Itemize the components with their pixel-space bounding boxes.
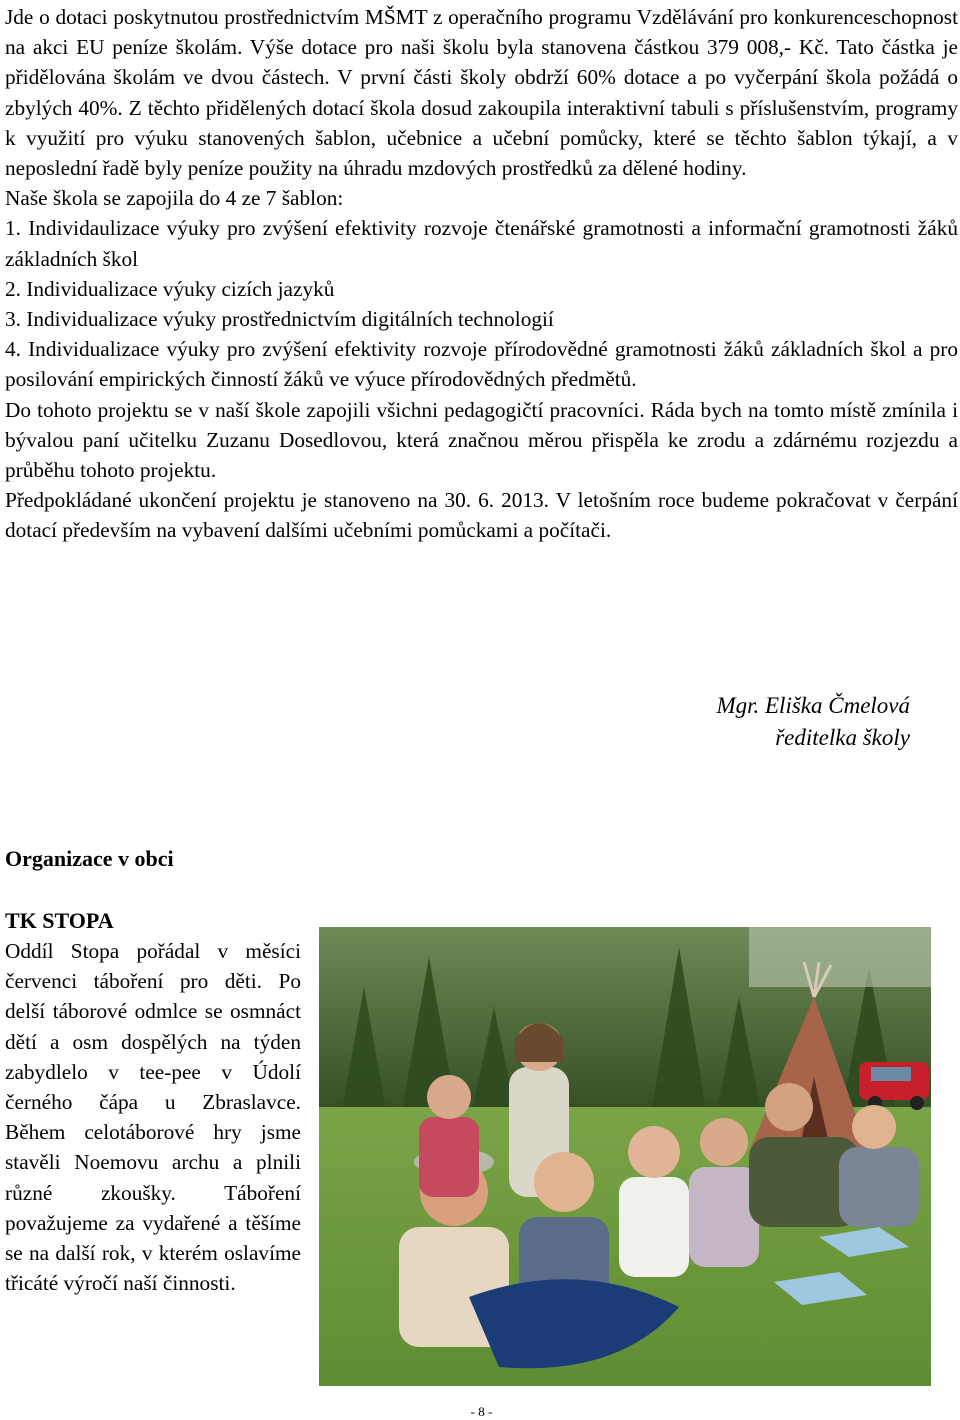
end-paragraph: Předpokládané ukončení projektu je stanoveno na 30. 6. 2013. V letošním roce budeme pokračovat v čerpání dotací především na vybavení dalšími učebními pomůckami a počítači. [5, 488, 958, 543]
club-text: Oddíl Stopa pořádal v měsíci červenci táboření pro děti. Po delší táborové odmlce se osmnáct dětí a osm dospělých na týden zabydlelo v tee-pee v Údolí černého čápa u Zbraslavce. Během celotáborové hry jsme stavěli Noemovu archu a plnili různé zkoušky. Táboření považujeme za vydařené a těšíme se na další rok, v kterém oslavíme třicáté výročí naší činnosti. [5, 939, 301, 1296]
signature-role: ředitelka školy [775, 725, 910, 750]
template-item-3: 3. Individualizace výuky prostřednictvím digitálních technologií [5, 307, 554, 332]
intro-paragraph: Jde o dotaci poskytnutou prostřednictvím MŠMT z operačního programu Vzdělávání pro konkurenceschopnost na akci EU peníze školám. Výše dotace pro naši školu byla stanovena částkou 379 008,- Kč. Tato částka je přidělována školám ve dvou částech. V první části školy obdrží 60% dotace a po vyčerpání škola požádá o zbylých 40%. Z těchto přidělených dotací škola dosud zakoupila interaktivní tabuli s příslušenstvím, programy k využití pro výuku stanovených šablon, učebnice a učební pomůcky, které se těchto šablon týkají, a v neposlední řadě byly peníze použity na úhradu mzdových prostředků za dělené hodiny. [5, 5, 958, 181]
club-name: TK STOPA [5, 908, 114, 933]
section-heading: Organizace v obci [5, 846, 174, 871]
templates-heading: Naše škola se zapojila do 4 ze 7 šablon: [5, 186, 344, 211]
camp-photo [319, 927, 931, 1386]
page-number: - 8 - [470, 1404, 493, 1419]
staff-paragraph: Do tohoto projektu se v naší škole zapojili všichni pedagogičtí pracovníci. Ráda bych na tomto místě zmínila i bývalou paní učitelku Zuzanu Dosedlovou, která značnou měrou přispěla ke zrodu a zdárnému rozjezdu a průběhu tohoto projektu. [5, 397, 958, 483]
template-item-4: 4. Individualizace výuky pro zvýšení efektivity rozvoje přírodovědné gramotnosti žáků základních škol a pro posilování empirických činností žáků ve výuce přírodovědných předmětů. [5, 337, 958, 392]
template-item-1: 1. Individaulizace výuky pro zvýšení efektivity rozvoje čtenářské gramotnosti a informační gramotnosti žáků základních škol [5, 216, 958, 271]
camp-photo-illustration [319, 927, 931, 1386]
signature-name: Mgr. Eliška Čmelová [716, 693, 910, 718]
template-item-2: 2. Individualizace výuky cizích jazyků [5, 276, 335, 301]
intro-text [5, 2, 958, 546]
signature [655, 690, 910, 754]
